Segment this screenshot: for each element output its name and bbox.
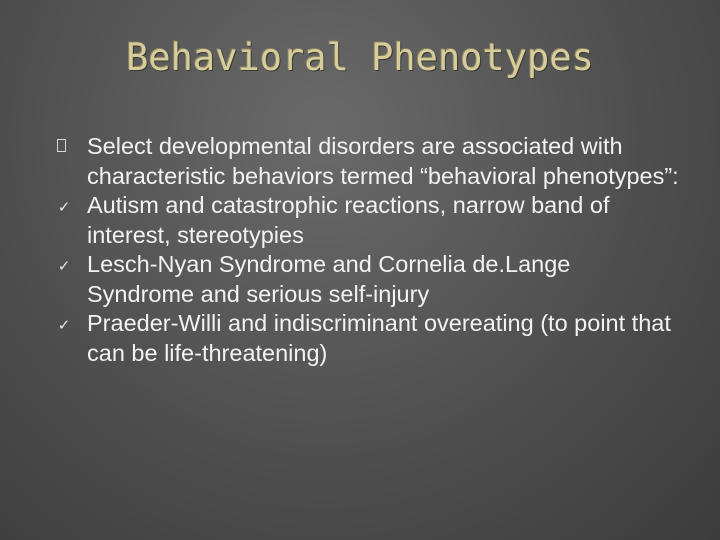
checkmark-icon: ✓ <box>57 317 71 334</box>
bullet-item <box>0 309 720 368</box>
checkmark-icon: ✓ <box>57 258 71 275</box>
bullet-item <box>0 250 720 309</box>
bullet-text: Select developmental disorders are associated with characteristic behaviors termed “behavioral phenotypes”: <box>87 133 679 189</box>
bullet-list <box>0 132 720 368</box>
bullet-item <box>0 132 720 191</box>
bullet-text: Lesch-Nyan Syndrome and Cornelia de.Lange Syndrome and serious self-injury <box>87 251 571 307</box>
empty-box-icon <box>57 139 66 152</box>
bullet-text: Autism and catastrophic reactions, narrow band of interest, stereotypies <box>87 192 610 248</box>
checkmark-icon: ✓ <box>57 199 71 216</box>
bullet-item <box>0 191 720 250</box>
bullet-text: Praeder-Willi and indiscriminant overeating (to point that can be life-threatening) <box>87 310 671 366</box>
slide-title: Behavioral Phenotypes <box>126 36 594 79</box>
